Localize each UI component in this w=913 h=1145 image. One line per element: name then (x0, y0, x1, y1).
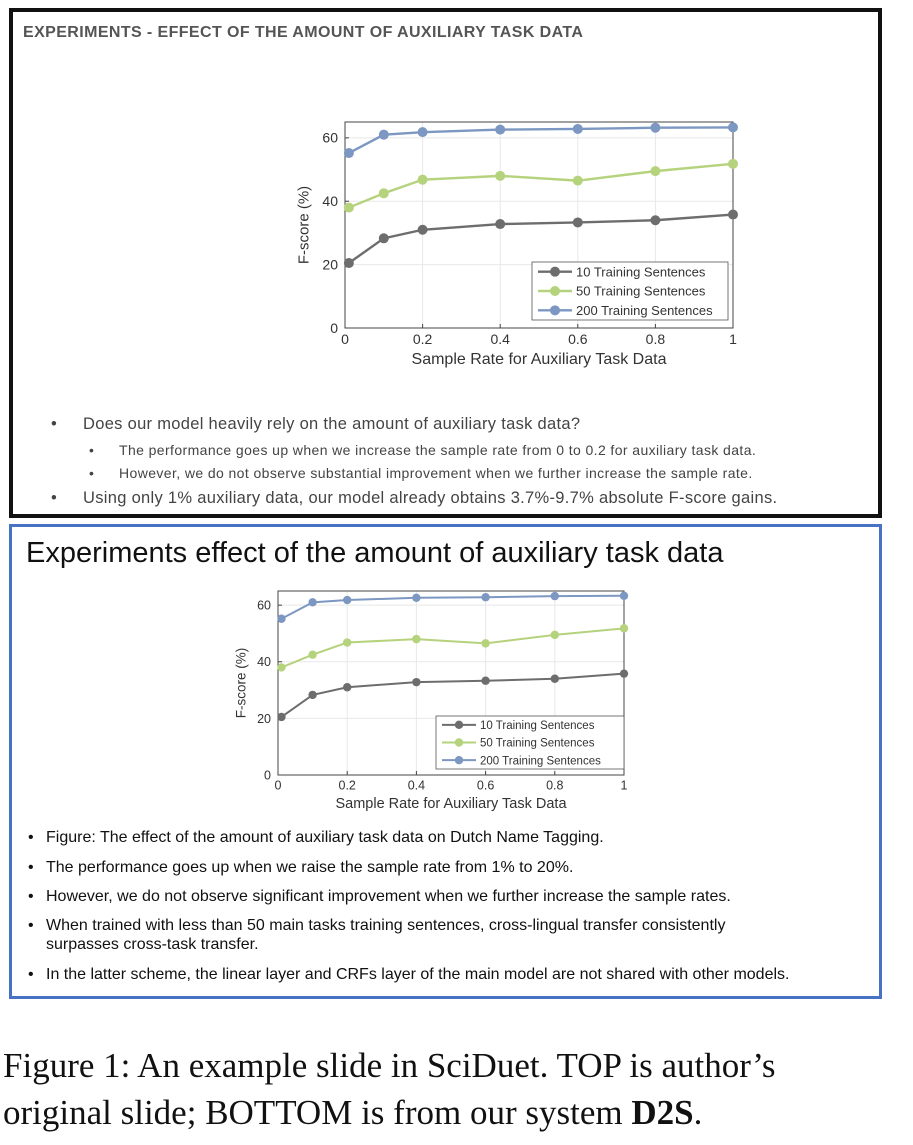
legend-marker (550, 267, 560, 277)
data-point (343, 683, 351, 691)
legend-marker (455, 738, 463, 746)
x-tick-label: 0 (341, 331, 349, 347)
data-point (418, 175, 428, 185)
data-point (650, 166, 660, 176)
top-slide-title: EXPERIMENTS - EFFECT OF THE AMOUNT OF AUXILIARY TASK DATA (23, 24, 584, 41)
data-point (412, 678, 420, 686)
data-point (495, 219, 505, 229)
y-tick-label: 0 (330, 319, 338, 336)
data-point (551, 675, 559, 683)
x-tick-label: 0.8 (546, 778, 564, 793)
data-point (728, 122, 738, 132)
data-point (308, 691, 316, 699)
data-point (728, 159, 738, 169)
data-point (412, 594, 420, 602)
legend-marker (550, 305, 560, 315)
legend-label: 200 Training Sentences (480, 755, 601, 768)
data-point (277, 713, 285, 721)
data-point (344, 203, 354, 213)
y-axis-label: F-score (%) (233, 647, 249, 719)
x-tick-label: 0.4 (407, 778, 426, 793)
legend-marker (550, 286, 560, 296)
legend-label: 50 Training Sentences (480, 737, 595, 750)
data-point (620, 669, 628, 677)
y-tick-label: 0 (264, 768, 271, 783)
data-point (343, 638, 351, 646)
data-point (379, 130, 389, 140)
caption-line-2-text: original slide; BOTTOM is from our system (3, 1093, 632, 1132)
caption-line-2 (3, 1089, 903, 1136)
data-point (481, 639, 489, 647)
series-line-1 (349, 215, 733, 263)
x-tick-label: 0.2 (412, 331, 433, 347)
bottom-chart (222, 583, 642, 823)
data-point (277, 663, 285, 671)
data-point (308, 650, 316, 658)
y-axis-label: F-score (%) (295, 185, 313, 265)
data-point (495, 171, 505, 181)
data-point (481, 593, 489, 601)
data-point (418, 127, 428, 137)
series-line-3 (349, 127, 733, 153)
legend-label: 50 Training Sentences (576, 283, 706, 299)
data-point (343, 596, 351, 604)
data-point (573, 176, 583, 186)
legend-label: 10 Training Sentences (576, 264, 706, 280)
data-point (650, 215, 660, 225)
x-tick-label: 0.4 (490, 331, 510, 347)
legend-marker (455, 721, 463, 729)
y-tick-label: 60 (257, 598, 271, 613)
caption-line-1: Figure 1: An example slide in SciDuet. TOP is author’s (3, 1046, 776, 1085)
series-line-3 (281, 596, 624, 619)
x-tick-label: 0.6 (476, 778, 495, 793)
y-tick-label: 20 (257, 711, 271, 726)
x-tick-label: 0.2 (338, 778, 356, 793)
x-axis-label: Sample Rate for Auxiliary Task Data (335, 796, 567, 812)
x-tick-label: 1 (729, 331, 737, 347)
x-tick-label: 0.8 (645, 331, 666, 347)
legend-label: 200 Training Sentences (576, 303, 713, 319)
data-point (379, 233, 389, 243)
top-chart (281, 112, 741, 382)
legend-label: 10 Training Sentences (480, 719, 595, 732)
x-tick-label: 0.6 (568, 331, 588, 347)
data-point (344, 148, 354, 158)
data-point (551, 592, 559, 600)
bottom-slide-title: Experiments effect of the amount of auxiliary task data (26, 537, 724, 569)
y-tick-label: 60 (322, 129, 338, 146)
figure-caption (3, 1042, 903, 1136)
top-slide: EXPERIMENTS - EFFECT OF THE AMOUNT OF AUXILIARY TASK DATA 0 0.2 0.4 0.6 0.8 1 0 20 40 60 Sample Rate for Auxiliary Task Data F-score (%) 10 Training Sentences 50 Training Sentences 200 Training Sentences • Does our model heavily rely on the amount of auxiliary task data? • The performance goes up when we increase the sample rate from 0 to 0.2 for auxiliary task data. • However, we do not observe substantial improvement when we further increase the sample rate. • Using only 1% auxiliary data, our model already obtains 3.7%-9.7% absolute F-score gains. (9, 8, 882, 518)
data-point (650, 123, 660, 133)
x-tick-label: 0 (274, 778, 282, 793)
data-point (573, 217, 583, 227)
data-point (495, 125, 505, 135)
series-line-1 (281, 674, 624, 717)
y-tick-label: 40 (257, 655, 271, 670)
data-point (412, 635, 420, 643)
x-tick-label: 1 (620, 778, 628, 793)
data-point (277, 615, 285, 623)
data-point (481, 677, 489, 685)
data-point (573, 124, 583, 134)
data-point (379, 188, 389, 198)
y-tick-label: 40 (322, 193, 338, 210)
data-point (308, 598, 316, 606)
data-point (551, 631, 559, 639)
y-tick-label: 20 (322, 256, 338, 273)
caption-period: . (693, 1093, 703, 1132)
system-name: D2S (631, 1093, 694, 1132)
bottom-slide: Experiments effect of the amount of auxiliary task data 0 0.2 0.4 0.6 0.8 1 0 20 40 60 Sample Rate for Auxiliary Task Data F-score (%) 10 Training Sentences 50 Training Sentences 200 Training Sentences • Figure: The effect of the amount of auxiliary task data on Dutch Name Tagging. • The performance goes up when we raise the sample rate from 1% to 20%. • However, we do not observe significant improvement when we further increase the sample rates. • When trained with less than 50 main tasks training sentences, cross-lingual transfer consistently surpasses cross-task transfer. • In the latter scheme, the linear layer and CRFs layer of the main model are not shared with other models. (9, 524, 882, 999)
data-point (418, 225, 428, 235)
legend-marker (455, 756, 463, 764)
x-axis-label: Sample Rate for Auxiliary Task Data (411, 351, 667, 368)
data-point (620, 624, 628, 632)
data-point (620, 592, 628, 600)
data-point (728, 210, 738, 220)
data-point (344, 258, 354, 268)
